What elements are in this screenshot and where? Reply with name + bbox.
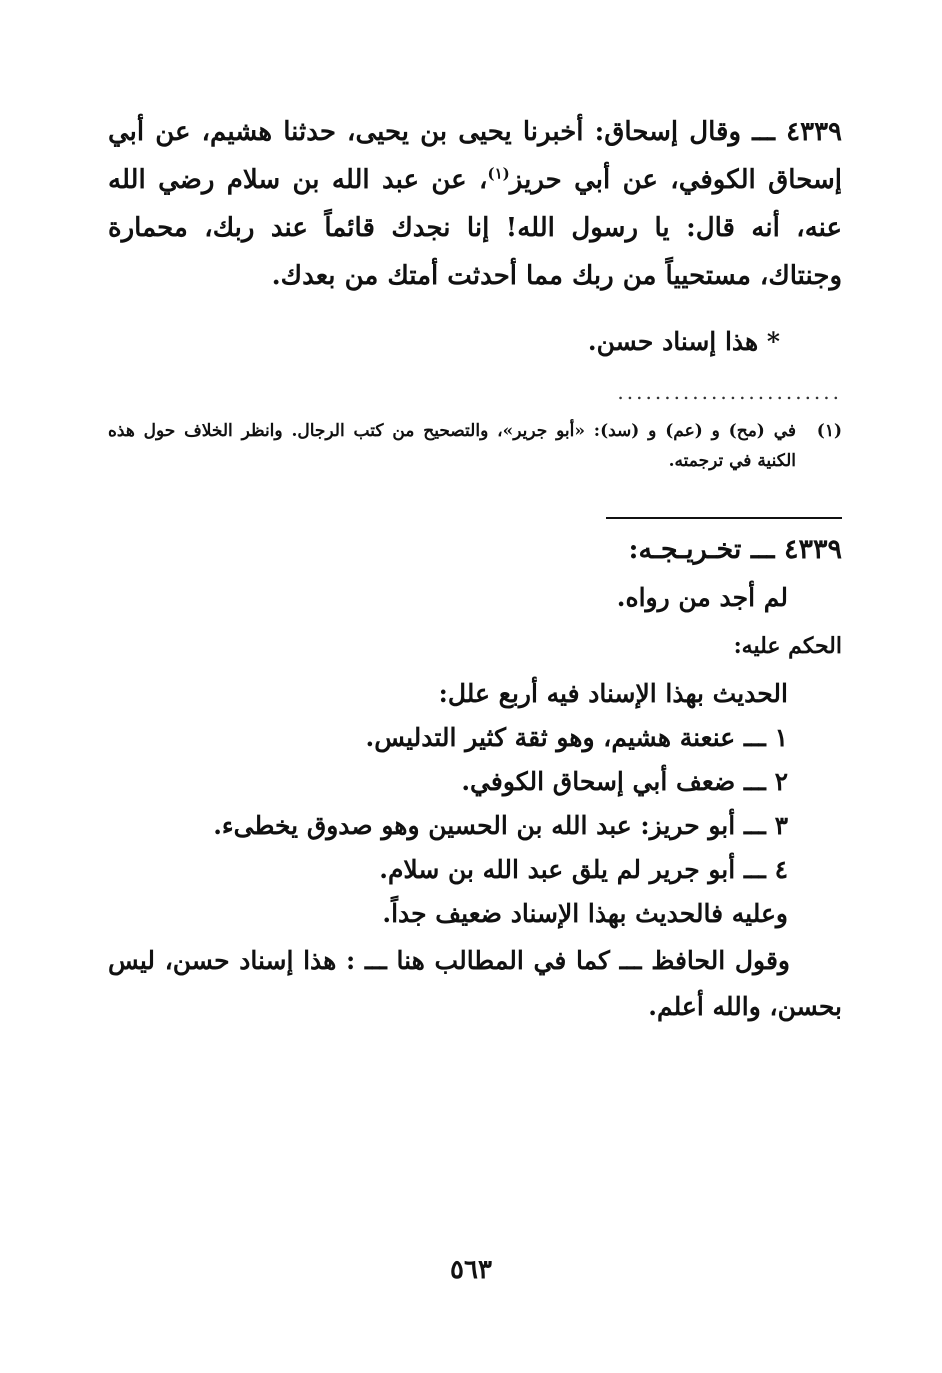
hadith-number: ٤٣٣٩ bbox=[786, 117, 842, 147]
page-number: ٥٦٣ bbox=[450, 1255, 492, 1285]
takhrij-text: لم أجد من رواه. bbox=[616, 583, 788, 612]
list-item: ٤ ـــ أبو جرير لم يلق عبد الله بن سلام. bbox=[379, 855, 788, 884]
footnote-text: في (مح) و (عم) و (سد): «أبو جرير»، والتصحيح من كتب الرجال. وانظر الخلاف حول هذه الكنية في ترجمته. bbox=[108, 421, 796, 471]
list-item: ١ ـــ عنعنة هشيم، وهو ثقة كثير التدليس. bbox=[365, 723, 788, 752]
hadith-dash: ـــ bbox=[752, 117, 776, 147]
list-item: ٣ ـــ أبو حريز: عبد الله بن الحسين وهو صدوق يخطىء. bbox=[213, 811, 788, 840]
footnote-separator: ........................ bbox=[617, 382, 842, 402]
footnote bbox=[108, 416, 842, 476]
ruling-conclusion: وعليه فالحديث بهذا الإسناد ضعيف جداً. bbox=[382, 899, 788, 928]
footnote-reference[interactable]: (١) bbox=[487, 164, 510, 183]
ruling-heading: الحكم عليه: bbox=[733, 633, 842, 659]
hadith-paragraph bbox=[108, 108, 842, 300]
list-item: ٢ ـــ ضعف أبي إسحاق الكوفي. bbox=[461, 767, 788, 796]
hadith-text-before-note: وقال إسحاق: أخبرنا يحيى بن يحيى، حدثنا هشيم، عن أبي إسحاق الكوفي، عن أبي حريز bbox=[108, 117, 842, 195]
section-divider bbox=[606, 517, 842, 519]
hadith-text-after-note: ، عن عبد الله بن سلام رضي الله عنه، أنه قال: يا رسول الله! إنا نجدك قائماً عند ربك، محمارة وجنتاك، مستحيياً من ربك مما أحدثت أمتك من بعدك. bbox=[108, 165, 842, 291]
takhrij-heading: ٤٣٣٩ ـــ تخـريـجـه: bbox=[628, 534, 842, 565]
final-remark: وقول الحافظ ـــ كما في المطالب هنا ـــ : هذا إسناد حسن، ليس بحسن، والله أعلم. bbox=[108, 946, 842, 1021]
isnad-verdict: * هذا إسناد حسن. bbox=[587, 327, 780, 356]
ruling-intro: الحديث بهذا الإسناد فيه أربع علل: bbox=[438, 679, 788, 708]
hadith-text bbox=[108, 108, 842, 300]
footnote-marker: (١) bbox=[816, 421, 842, 441]
